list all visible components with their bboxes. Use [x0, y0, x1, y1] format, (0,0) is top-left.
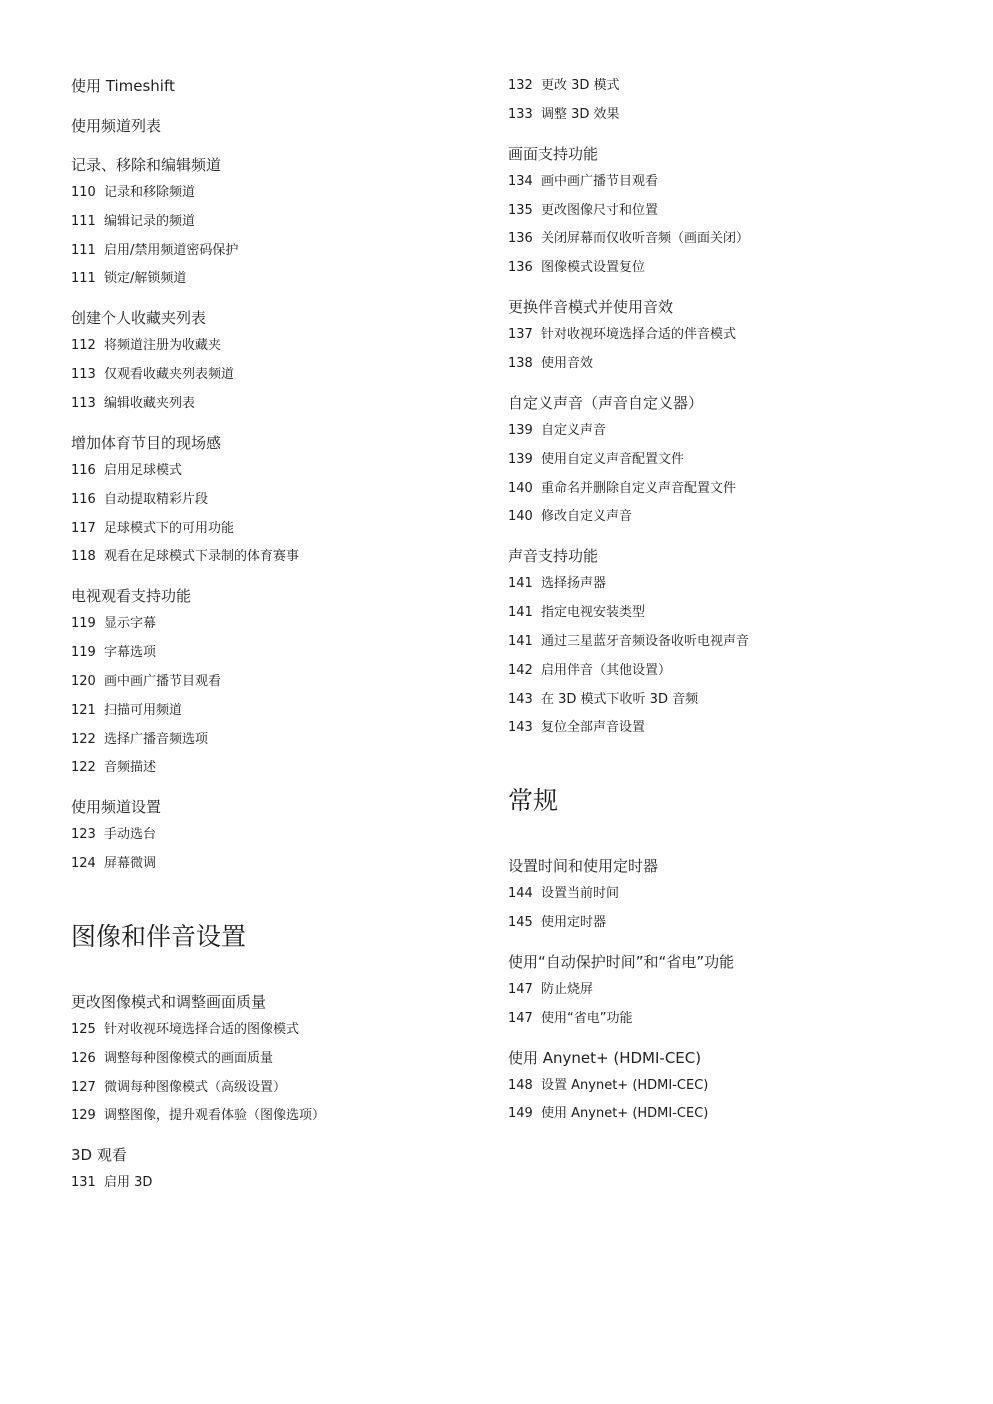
- toc-entry-page: 140: [508, 480, 533, 496]
- toc-entry-label: 将频道注册为收藏夹: [104, 338, 222, 354]
- toc-entry-page: 129: [71, 1108, 96, 1124]
- toc-entry-page: 136: [508, 231, 533, 247]
- toc-entry-label: 防止烧屏: [541, 981, 594, 997]
- toc-entry[interactable]: [71, 491, 208, 509]
- toc-entry-page: 145: [508, 914, 533, 930]
- toc-entry[interactable]: [508, 1010, 632, 1028]
- toc-entry[interactable]: [508, 604, 645, 622]
- section-title: [508, 145, 598, 163]
- section-title-text: 使用 Anynet+ (HDMI-CEC): [508, 1048, 702, 1067]
- toc-entry-page: 148: [508, 1077, 533, 1093]
- section-title: [508, 547, 598, 565]
- section-title-text: 设置时间和使用定时器: [508, 857, 659, 875]
- toc-entry-page: 113: [71, 396, 96, 411]
- section-title-text: 记录、移除和编辑频道: [71, 156, 222, 174]
- toc-entry-label: 字幕选项: [104, 645, 157, 661]
- toc-entry-page: 123: [71, 827, 96, 843]
- toc-entry[interactable]: [71, 759, 156, 777]
- toc-entry-page: 124: [71, 856, 96, 872]
- toc-entry-page: 110: [71, 185, 96, 200]
- section-title: [71, 1146, 127, 1164]
- toc-entry[interactable]: [508, 508, 632, 526]
- section-title: [508, 1049, 701, 1067]
- toc-entry[interactable]: [71, 462, 182, 480]
- toc-entry-label: 使用定时器: [541, 914, 607, 930]
- toc-entry-label: 记录和移除频道: [104, 185, 196, 200]
- toc-entry[interactable]: [508, 885, 619, 903]
- toc-entry-label: 音频描述: [104, 760, 157, 776]
- toc-entry[interactable]: [508, 719, 645, 737]
- toc-entry-page: 122: [71, 731, 96, 747]
- toc-entry[interactable]: [508, 981, 593, 999]
- toc-entry-label: 使用音效: [541, 356, 594, 371]
- section-title: [71, 309, 206, 327]
- section-title-text: 3D 观看: [71, 1146, 127, 1165]
- section-title: [508, 857, 658, 875]
- section-title-text: 创建个人收藏夹列表: [71, 309, 207, 328]
- section-title: [71, 587, 191, 605]
- toc-entry-label: 编辑收藏夹列表: [104, 396, 196, 411]
- toc-entry-page: 121: [71, 702, 96, 718]
- toc-entry-page: 147: [508, 981, 533, 997]
- section-title-text: 增加体育节目的现场感: [71, 434, 222, 452]
- toc-entry-label: 启用/禁用频道密码保护: [104, 242, 239, 258]
- toc-entry[interactable]: [71, 1107, 325, 1125]
- toc-entry-page: 139: [508, 423, 533, 438]
- toc-entry-page: 141: [508, 576, 533, 592]
- toc-entry-label: 在 3D 模式下收听 3D 音频: [541, 691, 699, 707]
- toc-entry-label: 修改自定义声音: [541, 509, 633, 525]
- toc-entry[interactable]: [71, 337, 221, 355]
- toc-entry[interactable]: [71, 366, 234, 384]
- toc-entry-label: 启用足球模式: [104, 463, 183, 478]
- section-title: [71, 434, 221, 452]
- toc-entry[interactable]: [71, 395, 195, 413]
- toc-entry[interactable]: [508, 77, 620, 95]
- toc-entry-label: 关闭屏幕而仅收听音频（画面关闭）: [541, 231, 750, 247]
- toc-entry-label: 自动提取精彩片段: [104, 491, 209, 507]
- toc-entry-page: 134: [508, 173, 533, 189]
- toc-entry-label: 屏幕微调: [104, 856, 157, 872]
- toc-entry-page: 140: [508, 509, 533, 525]
- toc-entry-label: 调整图像，提升观看体验（图像选项）: [104, 1108, 326, 1124]
- toc-entry-page: 113: [71, 367, 96, 383]
- section-title: [508, 394, 703, 412]
- toc-entry-page: 136: [508, 260, 533, 276]
- toc-entry-page: 142: [508, 662, 533, 678]
- section-title: [71, 77, 175, 95]
- toc-entry-label: 编辑记录的频道: [104, 213, 196, 229]
- toc-entry[interactable]: [71, 826, 156, 844]
- toc-entry[interactable]: [508, 451, 684, 469]
- toc-entry-label: 画中画广播节目观看: [104, 674, 222, 689]
- toc-entry[interactable]: [508, 1105, 708, 1123]
- toc-entry[interactable]: [71, 855, 156, 873]
- toc-entry-page: 141: [508, 605, 533, 621]
- toc-entry-page: 125: [71, 1022, 96, 1037]
- toc-entry-page: 131: [71, 1175, 96, 1191]
- section-title-text: 使用频道列表: [71, 116, 162, 135]
- toc-entry-page: 138: [508, 356, 533, 371]
- toc-entry-page: 122: [71, 760, 96, 776]
- toc-entry-label: 使用自定义声音配置文件: [541, 451, 685, 467]
- toc-entry[interactable]: [71, 644, 156, 662]
- toc-entry[interactable]: [508, 259, 645, 277]
- section-title-text: 使用 Timeshift: [71, 77, 175, 95]
- toc-entry-label: 画中画广播节目观看: [541, 173, 659, 189]
- toc-entry-page: 118: [71, 549, 96, 565]
- section-title-text: 声音支持功能: [508, 547, 599, 566]
- section-title-text: 使用频道设置: [71, 798, 162, 817]
- section-title: [508, 298, 673, 316]
- toc-entry-page: 147: [508, 1010, 533, 1026]
- toc-entry-label: 针对收视环境选择合适的伴音模式: [541, 327, 737, 343]
- toc-entry[interactable]: [508, 914, 606, 932]
- toc-entry-page: 132: [508, 78, 533, 93]
- toc-entry-label: 针对收视环境选择合适的图像模式: [104, 1022, 300, 1037]
- toc-entry-label: 锁定/解锁频道: [104, 271, 187, 287]
- chapter-title: 常规: [508, 786, 559, 815]
- toc-entry[interactable]: [71, 213, 195, 231]
- toc-entry[interactable]: [508, 1077, 708, 1095]
- toc-entry[interactable]: [508, 662, 671, 680]
- toc-entry-page: 117: [71, 520, 96, 536]
- toc-entry-label: 选择扬声器: [541, 576, 607, 592]
- section-title: [508, 953, 734, 971]
- toc-entry-page: 143: [508, 720, 533, 736]
- toc-entry-label: 图像模式设置复位: [541, 260, 646, 276]
- toc-entry[interactable]: [71, 702, 182, 720]
- toc-entry[interactable]: [71, 270, 186, 288]
- toc-entry-label: 观看在足球模式下录制的体育赛事: [104, 549, 300, 565]
- toc-entry[interactable]: [508, 230, 749, 248]
- toc-entry-label: 调整每种图像模式的画面质量: [104, 1050, 274, 1066]
- toc-entry-page: 135: [508, 202, 533, 218]
- chapter-title: 图像和伴音设置: [71, 922, 247, 951]
- toc-entry[interactable]: [508, 326, 736, 344]
- toc-entry-label: 更改图像尺寸和位置: [541, 202, 659, 218]
- toc-entry-label: 选择广播音频选项: [104, 731, 209, 747]
- toc-entry-page: 120: [71, 674, 96, 689]
- toc-entry-label: 扫描可用频道: [104, 702, 183, 718]
- section-title-text: 更改图像模式和调整画面质量: [71, 993, 267, 1011]
- toc-entry-label: 自定义声音: [541, 423, 607, 438]
- toc-entry-page: 112: [71, 338, 96, 354]
- toc-entry-page: 143: [508, 691, 533, 707]
- toc-entry-label: 指定电视安装类型: [541, 605, 646, 621]
- toc-entry-label: 微调每种图像模式（高级设置）: [104, 1079, 287, 1095]
- toc-entry-page: 133: [508, 106, 533, 122]
- toc-entry-label: 更改 3D 模式: [541, 78, 620, 93]
- toc-entry-label: 手动选台: [104, 827, 157, 843]
- toc-entry[interactable]: [71, 1079, 286, 1097]
- toc-entry-label: 足球模式下的可用功能: [104, 520, 235, 536]
- toc-entry[interactable]: [71, 1050, 273, 1068]
- toc-entry[interactable]: [71, 548, 299, 566]
- toc-entry[interactable]: [71, 1021, 299, 1039]
- section-title-text: 自定义声音（声音自定义器）: [508, 394, 704, 412]
- toc-entry[interactable]: [71, 615, 156, 633]
- toc-entry-label: 设置当前时间: [541, 886, 620, 901]
- toc-entry-page: 137: [508, 327, 533, 343]
- section-title-text: 使用“自动保护时间”和“省电”功能: [508, 952, 735, 971]
- toc-entry[interactable]: [71, 184, 195, 202]
- toc-entry-label: 设置 Anynet+ (HDMI-CEC): [541, 1077, 709, 1093]
- section-title-text: 更换伴音模式并使用音效: [508, 298, 674, 317]
- toc-entry-label: 显示字幕: [104, 616, 157, 632]
- section-title: [71, 798, 161, 816]
- toc-entry[interactable]: [508, 106, 620, 124]
- toc-entry-page: 119: [71, 616, 96, 632]
- toc-entry[interactable]: [71, 1174, 152, 1192]
- toc-entry[interactable]: [71, 242, 238, 260]
- section-title-text: 画面支持功能: [508, 144, 599, 163]
- toc-entry-page: 127: [71, 1079, 96, 1095]
- toc-entry-label: 重命名并删除自定义声音配置文件: [541, 480, 737, 496]
- toc-entry-label: 仅观看收藏夹列表频道: [104, 367, 235, 383]
- toc-entry[interactable]: [508, 355, 593, 373]
- toc-entry-page: 119: [71, 645, 96, 661]
- toc-entry-page: 111: [71, 213, 96, 229]
- toc-entry[interactable]: [508, 173, 658, 191]
- toc-entry-page: 111: [71, 242, 96, 258]
- section-title: [71, 993, 266, 1011]
- section-title-text: 电视观看支持功能: [71, 587, 192, 606]
- toc-entry-page: 144: [508, 886, 533, 901]
- toc-entry-page: 126: [71, 1050, 96, 1066]
- toc-entry-label: 调整 3D 效果: [541, 106, 620, 122]
- toc-entry-label: 使用 Anynet+ (HDMI-CEC): [541, 1106, 709, 1122]
- toc-entry[interactable]: [71, 673, 221, 691]
- toc-entry[interactable]: [508, 691, 698, 709]
- toc-entry[interactable]: [508, 633, 749, 651]
- toc-entry-page: 141: [508, 634, 533, 649]
- section-title: [71, 156, 221, 174]
- toc-entry-label: 复位全部声音设置: [541, 720, 646, 736]
- toc-entry-page: 116: [71, 463, 96, 478]
- toc-entry[interactable]: [71, 520, 234, 538]
- toc-entry-page: 111: [71, 271, 96, 287]
- toc-entry-page: 149: [508, 1106, 533, 1122]
- toc-entry-page: 139: [508, 451, 533, 467]
- toc-entry[interactable]: [508, 480, 736, 498]
- toc-entry[interactable]: [508, 422, 606, 440]
- toc-entry-label: 通过三星蓝牙音频设备收听电视声音: [541, 634, 750, 649]
- toc-entry[interactable]: [71, 731, 208, 749]
- toc-entry-label: 启用伴音（其他设置）: [541, 662, 672, 678]
- section-title: [71, 117, 161, 135]
- toc-entry-label: 使用“省电”功能: [541, 1010, 633, 1026]
- toc-entry-page: 116: [71, 491, 96, 507]
- toc-entry[interactable]: [508, 575, 606, 593]
- toc-entry[interactable]: [508, 202, 658, 220]
- toc-entry-label: 启用 3D: [104, 1175, 153, 1191]
